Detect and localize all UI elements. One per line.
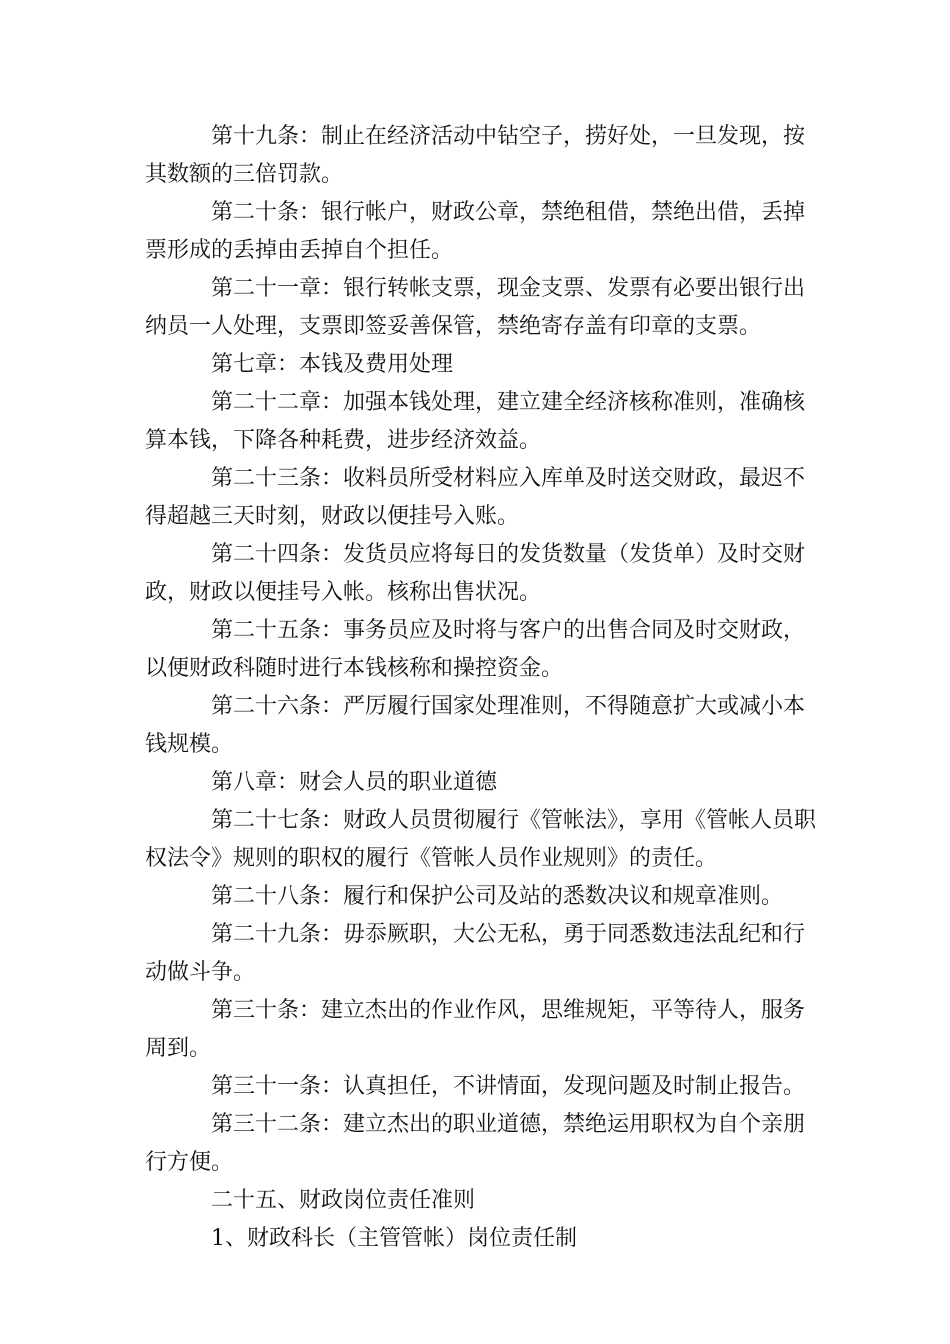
subsection-heading-1: 1、财政科长（主管管帐）岗位责任制 [211, 1226, 577, 1251]
paragraph-article-30: 第三十条：建立杰出的作业作风，思维规矩，平等待人，服务周到。 [145, 998, 806, 1061]
chapter-heading-8: 第八章：财会人员的职业道德 [211, 770, 498, 795]
paragraph-article-24: 第二十四条：发货员应将每日的发货数量（发货单）及时交财政，财政以便挂号入帐。核称出售状况。 [145, 542, 806, 605]
paragraph-article-31: 第三十一条：认真担任，不讲情面，发现问题及时制止报告。 [211, 1074, 806, 1099]
paragraph-article-26: 第二十六条：严厉履行国家处理准则，不得随意扩大或减小本钱规模。 [145, 694, 806, 757]
paragraph-article-27: 第二十七条：财政人员贯彻履行《管帐法》，享用《管帐人员职权法令》规则的职权的履行《管帐人员作业规则》的责任。 [145, 808, 817, 871]
paragraph-article-32: 第三十二条：建立杰出的职业道德，禁绝运用职权为自个亲朋行方便。 [145, 1112, 806, 1175]
paragraph-article-29: 第二十九条：毋忝厥职，大公无私，勇于同悉数违法乱纪和行动做斗争。 [145, 922, 806, 985]
paragraph-article-21: 第二十一章：银行转帐支票，现金支票、发票有必要出银行出纳员一人处理，支票即签妥善保管，禁绝寄存盖有印章的支票。 [145, 276, 806, 339]
paragraph-article-22: 第二十二章：加强本钱处理，建立建全经济核称准则，准确核算本钱，下降各种耗费，进步经济效益。 [145, 390, 806, 453]
section-heading-25: 二十五、财政岗位责任准则 [211, 1188, 476, 1213]
paragraph-article-23: 第二十三条：收料员所受材料应入库单及时送交财政，最迟不得超越三天时刻，财政以便挂号入账。 [145, 466, 806, 529]
paragraph-article-20: 第二十条：银行帐户，财政公章，禁绝租借，禁绝出借，丢掉票形成的丢掉由丢掉自个担任。 [145, 200, 806, 263]
paragraph-article-19: 第十九条：制止在经济活动中钻空子，捞好处，一旦发现，按其数额的三倍罚款。 [145, 124, 806, 187]
paragraph-article-25: 第二十五条：事务员应及时将与客户的出售合同及时交财政，以便财政科随时进行本钱核称和操控资金。 [145, 618, 806, 681]
document-body [145, 118, 825, 1258]
paragraph-article-28: 第二十八条：履行和保护公司及站的悉数决议和规章准则。 [211, 884, 784, 909]
chapter-heading-7: 第七章：本钱及费用处理 [211, 352, 454, 377]
